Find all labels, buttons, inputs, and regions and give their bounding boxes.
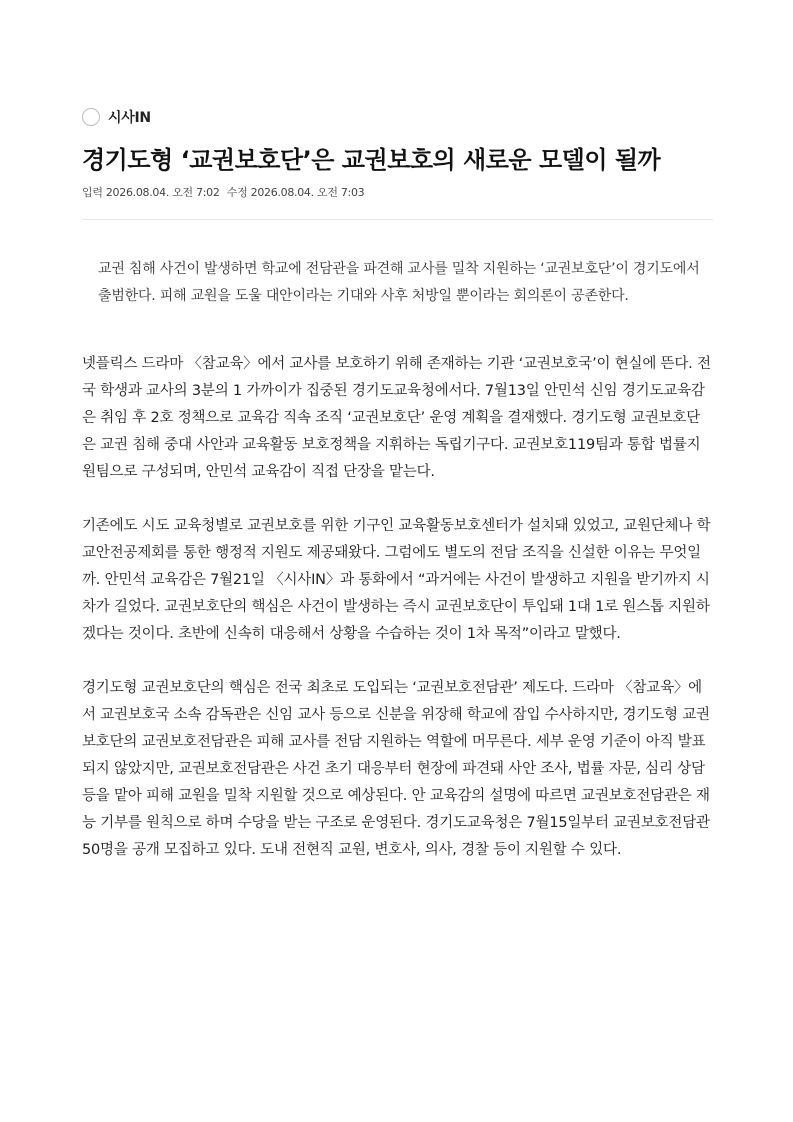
- header-divider: [82, 219, 713, 220]
- article-title: 경기도형 ‘교권보호단’은 교권보호의 새로운 모델이 될까: [82, 146, 661, 174]
- article-paragraph-2: 기존에도 시도 교육청별로 교권보호를 위한 기구인 교육활동보호센터가 설치돼 있었고, 교원단체나 학교안전공제회를 통한 행정적 지원도 제공돼왔다. 그럼에도 별도의 전담 조직을 신설한 이유는 무엇일까. 안민석 교육감은 7월21일 〈시사IN〉과 통화에서 “과거에는 사건이 발생하고 지원을 받기까지 시차가 길었다. 교권보호단의 핵심은 사건이 발생하는 즉시 교권보호단이 투입돼 1대 1로 원스톱 지원하겠다는 것이다. 초반에 신속히 대응해서 상황을 수습하는 것이 1차 목적”이라고 말했다.: [82, 518, 711, 642]
- published-date: 입력 2026.08.04. 오전 7:02: [82, 186, 220, 199]
- updated-date: 수정 2026.08.04. 오전 7:03: [226, 186, 365, 199]
- press-name: 시사IN: [108, 110, 151, 126]
- press-logo-icon: [82, 108, 100, 126]
- article-paragraph-3: 경기도형 교권보호단의 핵심은 전국 최초로 도입되는 ‘교권보호전담관’ 제도다. 드라마 〈참교육〉에서 교권보호국 소속 감독관은 신임 교사 등으로 신분을 위장해 학교에 잠입 수사하지만, 경기도형 교권보호단의 교권보호전담관은 피해 교사를 전담 지원하는 역할에 머무른다. 세부 운영 기준이 아직 발표되지 않았지만, 교권보호전담관은 사건 초기 대응부터 현장에 파견돼 사안 조사, 법률 자문, 심리 상담 등을 맡아 피해 교원을 밀착 지원할 것으로 예상된다. 안 교육감의 설명에 따르면 교권보호전담관은 재능 기부를 원칙으로 하며 수당을 받는 구조로 운영된다. 경기도교육청은 7월15일부터 교권보호전담관 50명을 공개 모집하고 있다. 도내 전현직 교원, 변호사, 의사, 경찰 등이 지원할 수 있다.: [82, 680, 710, 858]
- brand-header[interactable]: [82, 104, 713, 130]
- article-dates: [82, 185, 713, 201]
- article-paragraph-1: 넷플릭스 드라마 〈참교육〉에서 교사를 보호하기 위해 존재하는 기관 ‘교권보호국’이 현실에 뜬다. 전국 학생과 교사의 3분의 1 가까이가 집중된 경기도교육청에서다. 7월13일 안민석 신임 경기도교육감은 취임 후 2호 정책으로 교육감 직속 조직 ‘교권보호단’ 운영 계획을 결재했다. 경기도형 교권보호단은 교권 침해 중대 사안과 교육활동 보호정책을 지휘하는 독립기구다. 교권보호119팀과 통합 법률지원팀으로 구성되며, 안민석 교육감이 직접 단장을 맡는다.: [82, 356, 711, 480]
- article-lead: 교권 침해 사건이 발생하면 학교에 전담관을 파견해 교사를 밀착 지원하는 ‘교권보호단’이 경기도에서 출범한다. 피해 교원을 도울 대안이라는 기대와 사후 처방일 뿐이라는 회의론이 공존한다.: [98, 261, 700, 304]
